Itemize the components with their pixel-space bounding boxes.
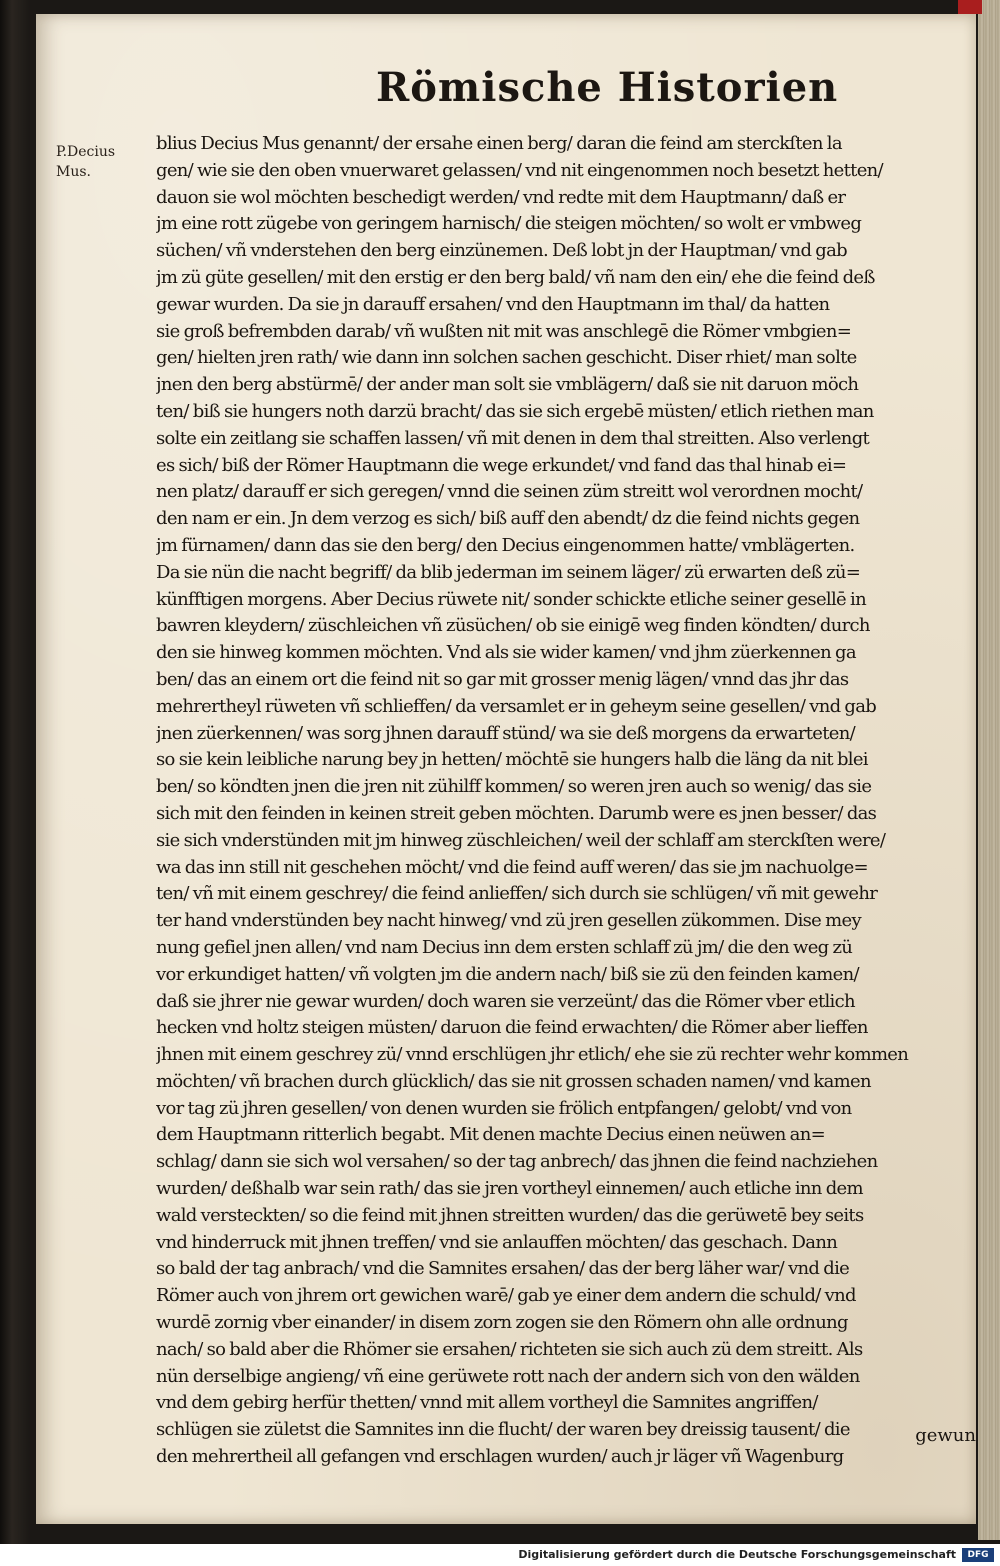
text-line: dem Hauptmann ritterlich begabt. Mit denen machte Decius einen neüwen an= <box>156 1124 825 1146</box>
text-line: vor erkundiget hatten/ vñ volgten jm die andern nach/ biß sie zü den feinden kamen/ <box>156 963 859 985</box>
text-line: wurdē zornig vber einander/ in disem zorn zogen sie den Römern ohn alle ordnung <box>156 1312 848 1334</box>
footer-bar <box>0 1544 1000 1566</box>
text-line: wald versteckten/ so die feind mit jhnen streitten wurden/ das die gerüwetē bey seits <box>156 1204 864 1226</box>
text-line: möchten/ vñ brachen durch glücklich/ das sie nit grossen schaden namen/ vnd kamen <box>156 1070 871 1092</box>
text-line: nün derselbige angieng/ vñ eine gerüwete rott nach der andern sich von den wälden <box>156 1365 860 1387</box>
text-line: vor tag zü jhren gesellen/ von denen wurden sie frölich entpfangen/ gelobt/ vnd von <box>156 1097 852 1119</box>
text-line: gen/ hielten jren rath/ wie dann inn solchen sachen geschicht. Diser rhiet/ man solte <box>156 347 857 369</box>
text-line: jm fürnamen/ dann das sie den berg/ den Decius eingenommen hatte/ vmblägerten. <box>156 534 855 556</box>
text-line: so bald der tag anbrach/ vnd die Samnites ersahen/ das der berg läher war/ vnd die <box>156 1258 850 1280</box>
text-line: schlag/ dann sie sich wol versahen/ so der tag anbrech/ das jhnen die feind nachziehen <box>156 1151 878 1173</box>
book-page <box>36 14 976 1524</box>
text-line: sie groß befrembden darab/ vñ wußten nit mit was anschlegē die Römer vmbgien= <box>156 320 852 342</box>
text-line: ben/ das an einem ort die feind nit so gar mit grosser menig lägen/ vnnd das jhr das <box>156 668 849 690</box>
body-text <box>156 131 974 1471</box>
text-line: solte ein zeitlang sie schaffen lassen/ vñ mit denen in dem thal streitten. Also verlengt <box>156 427 870 449</box>
text-line: den mehrertheil all gefangen vnd erschlagen wurden/ auch jr läger vñ Wagenburg <box>156 1446 844 1468</box>
dfg-logo: DFG <box>962 1548 994 1562</box>
catchword: gewun <box>915 1425 976 1446</box>
text-line: so sie kein leibliche narung bey jn hetten/ möchtē sie hungers halb die läng da nit blei <box>156 749 868 771</box>
text-line: es sich/ biß der Römer Hauptmann die wege erkundet/ vnd fand das thal hinab ei= <box>156 454 847 476</box>
text-line: ten/ vñ mit einem geschrey/ die feind anlieffen/ sich durch sie schlügen/ vñ mit gewehr <box>156 883 878 905</box>
text-line: gewar wurden. Da sie jn darauff ersahen/ vnd den Hauptmann im thal/ da hatten <box>156 293 830 315</box>
text-line: vnd dem gebirg herfür thetten/ vnnd mit allem vortheyl die Samnites angriffen/ <box>156 1392 818 1414</box>
text-line: sich mit den feinden in keinen streit geben möchten. Darumb were es jnen besser/ das <box>156 802 877 824</box>
text-line: ter hand vnderstünden bey nacht hinweg/ vnd zü jren gesellen zükommen. Dise mey <box>156 910 861 932</box>
text-line: künfftigen morgens. Aber Decius rüwete nit/ sonder schickte etliche seiner gesellē in <box>156 588 866 610</box>
text-line: sie sich vnderstünden mit jm hinweg züschleichen/ weil der schlaff am sterckſten were/ <box>156 829 886 851</box>
text-line: jhnen mit einem geschrey zü/ vnnd erschlügen jhr etlich/ ehe sie zü rechter wehr kommen <box>156 1044 909 1066</box>
marginal-note-line: P.Decius <box>56 144 116 160</box>
text-line: gen/ wie sie den oben vnuerwaret gelassen/ vnd nit eingenommen noch besetzt hetten/ <box>156 159 883 181</box>
text-line: nach/ so bald aber die Rhömer sie ersahen/ richteten sie sich auch zü dem streitt. Als <box>156 1338 863 1360</box>
text-line: Römer auch von jhrem ort gewichen warē/ gab ye einer dem andern die schuld/ vnd <box>156 1285 856 1307</box>
text-line: süchen/ vñ vnderstehen den berg einzünemen. Deß lobt jn der Hauptman/ vnd gab <box>156 240 847 262</box>
text-line: vnd hinderruck mit jhnen treffen/ vnd sie anlauffen möchten/ das geschach. Dann <box>156 1231 838 1253</box>
text-line: schlügen sie zületst die Samnites inn die flucht/ der waren bey dreissig tausent/ die <box>156 1419 850 1441</box>
text-line: jm eine rott zügebe von geringem harnisch/ die steigen möchten/ so wolt er vmbweg <box>156 213 862 235</box>
funding-credit: Digitalisierung gefördert durch die Deutsche Forschungsgemeinschaft <box>518 1548 956 1561</box>
text-line: Da sie nün die nacht begriff/ da blib jederman im seinem läger/ zü erwarten deß zü= <box>156 561 861 583</box>
text-line: dauon sie wol möchten beschedigt werden/ vnd redte mit dem Hauptmann/ daß er <box>156 186 846 208</box>
text-line: jm zü güte gesellen/ mit den erstig er den berg bald/ vñ nam den ein/ ehe die feind deß <box>156 266 875 288</box>
text-line: wa das inn still nit geschehen möcht/ vnd die feind auff weren/ das sie jm nachuolge= <box>156 856 868 878</box>
text-line: blius Decius Mus genannt/ der ersahe einen berg/ daran die feind am sterckſten la <box>156 133 842 154</box>
bookmark-tab <box>958 0 982 14</box>
page-edges <box>978 0 1000 1540</box>
marginal-note-line: Mus. <box>56 164 91 180</box>
text-line: daß sie jhrer nie gewar wurden/ doch waren sie verzeünt/ das die Römer vber etlich <box>156 990 855 1012</box>
text-line: hecken vnd holtz steigen müsten/ daruon die feind erwachten/ die Römer aber lieffen <box>156 1017 868 1039</box>
text-line: den nam er ein. Jn dem verzog es sich/ biß auff den abendt/ dz die feind nichts gegen <box>156 508 860 530</box>
text-line: jnen züerkennen/ was sorg jhnen darauff stünd/ wa sie deß morgens da erwarteten/ <box>156 722 855 744</box>
text-line: ben/ so köndten jnen die jren nit zühilff kommen/ so weren jren auch so wenig/ das sie <box>156 776 872 798</box>
text-line: nen platz/ darauff er sich geregen/ vnnd die seinen züm streitt wol verordnen mocht/ <box>156 481 863 503</box>
text-line: bawren kleydern/ züschleichen vñ züsüchen/ ob sie einigē weg finden köndten/ durch <box>156 615 870 637</box>
text-line: nung gefiel jnen allen/ vnd nam Decius inn dem ersten schlaff zü jm/ die den weg zü <box>156 936 853 958</box>
text-line: wurden/ deßhalb war sein rath/ das sie jren vortheyl einnemen/ auch etliche inn dem <box>156 1178 863 1200</box>
text-line: ten/ biß sie hungers noth darzü bracht/ das sie sich ergebē müsten/ etlich riethen man <box>156 400 874 422</box>
text-line: den sie hinweg kommen möchten. Vnd als sie wider kamen/ vnd jhm züerkennen ga <box>156 642 856 664</box>
running-head: Römische Historien <box>376 64 839 111</box>
marginal-note <box>56 142 136 182</box>
text-line: jnen den berg abstürmē/ der ander man solt sie vmblägern/ daß sie nit daruon möch <box>156 374 859 396</box>
text-line: mehrertheyl rüweten vñ schlieffen/ da versamlet er in geheym seine gesellen/ vnd gab <box>156 695 877 717</box>
